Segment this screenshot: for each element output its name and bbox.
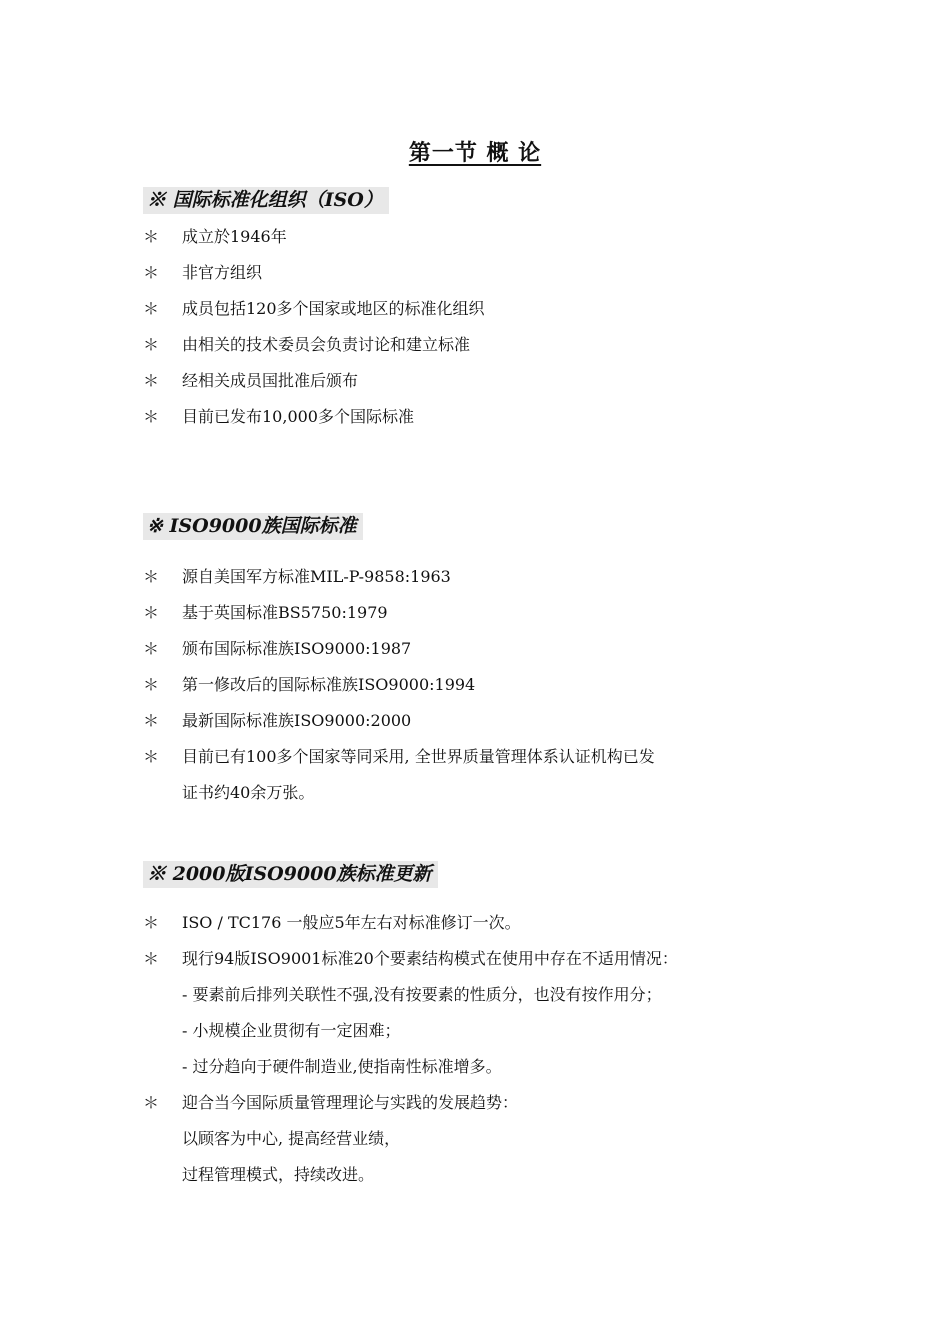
bullet-icon: ＊ [143, 711, 160, 730]
bullet-icon: ＊ [143, 335, 160, 354]
list-item: ＊ 最新国际标准族ISO9000:2000 [143, 703, 655, 739]
list-item: ＊ 源自美国军方标准MIL-P-9858:1963 [143, 559, 655, 595]
list-item: ＊ 现行94版ISO9001标准20个要素结构模式在使用中存在不适用情况： - 要素前后排列关联性不强,没有按要素的性质分，也没有按作用分； - 小规模企业贯彻有一定困难； - 过分趋向于硬件制造业,使指南性标准增多。 [143, 941, 678, 1085]
list-item: ＊ 由相关的技术委员会负责讨论和建立标准 [143, 327, 485, 363]
bullet-icon: ＊ [143, 407, 160, 426]
bullet-icon: ＊ [143, 675, 160, 694]
list-item: ＊ 第一修改后的国际标准族ISO9000:1994 [143, 667, 655, 703]
section-heading-2000-update: ※ 2000版ISO9000族标准更新 [143, 861, 438, 888]
bullet-icon: ＊ [143, 567, 160, 586]
section-heading-iso-org: ※ 国际标准化组织（ISO） [143, 187, 389, 214]
list-iso9000-family [143, 559, 655, 811]
section-heading-iso9000-family: ※ ISO9000族国际标准 [143, 513, 363, 540]
bullet-icon: ＊ [143, 371, 160, 390]
bullet-icon: ＊ [143, 913, 160, 932]
list-item: ＊ ISO / TC176 一般应5年左右对标准修订一次。 [143, 905, 678, 941]
list-item: ＊ 基于英国标准BS5750:1979 [143, 595, 655, 631]
list-item: ＊ 成立於1946年 [143, 219, 485, 255]
list-iso-org [143, 219, 485, 435]
list-2000-update [143, 905, 678, 1193]
list-item: ＊ 迎合当今国际质量管理理论与实践的发展趋势： 以顾客为中心, 提高经营业绩， 过程管理模式，持续改进。 [143, 1085, 678, 1193]
list-item: ＊ 经相关成员国批准后颁布 [143, 363, 485, 399]
bullet-icon: ＊ [143, 227, 160, 246]
bullet-icon: ＊ [143, 263, 160, 282]
bullet-icon: ＊ [143, 747, 160, 766]
list-item: ＊ 非官方组织 [143, 255, 485, 291]
bullet-icon: ＊ [143, 1093, 160, 1112]
bullet-icon: ＊ [143, 949, 160, 968]
list-item: ＊ 目前已有100多个国家等同采用, 全世界质量管理体系认证机构已发 证书约40余万张。 [143, 739, 655, 811]
bullet-icon: ＊ [143, 299, 160, 318]
page-title: 第一节 概 论 [408, 140, 542, 166]
bullet-icon: ＊ [143, 639, 160, 658]
list-item: ＊ 成员包括120多个国家或地区的标准化组织 [143, 291, 485, 327]
bullet-icon: ＊ [143, 603, 160, 622]
list-item: ＊ 目前已发布10,000多个国际标准 [143, 399, 485, 435]
list-item: ＊ 颁布国际标准族ISO9000:1987 [143, 631, 655, 667]
